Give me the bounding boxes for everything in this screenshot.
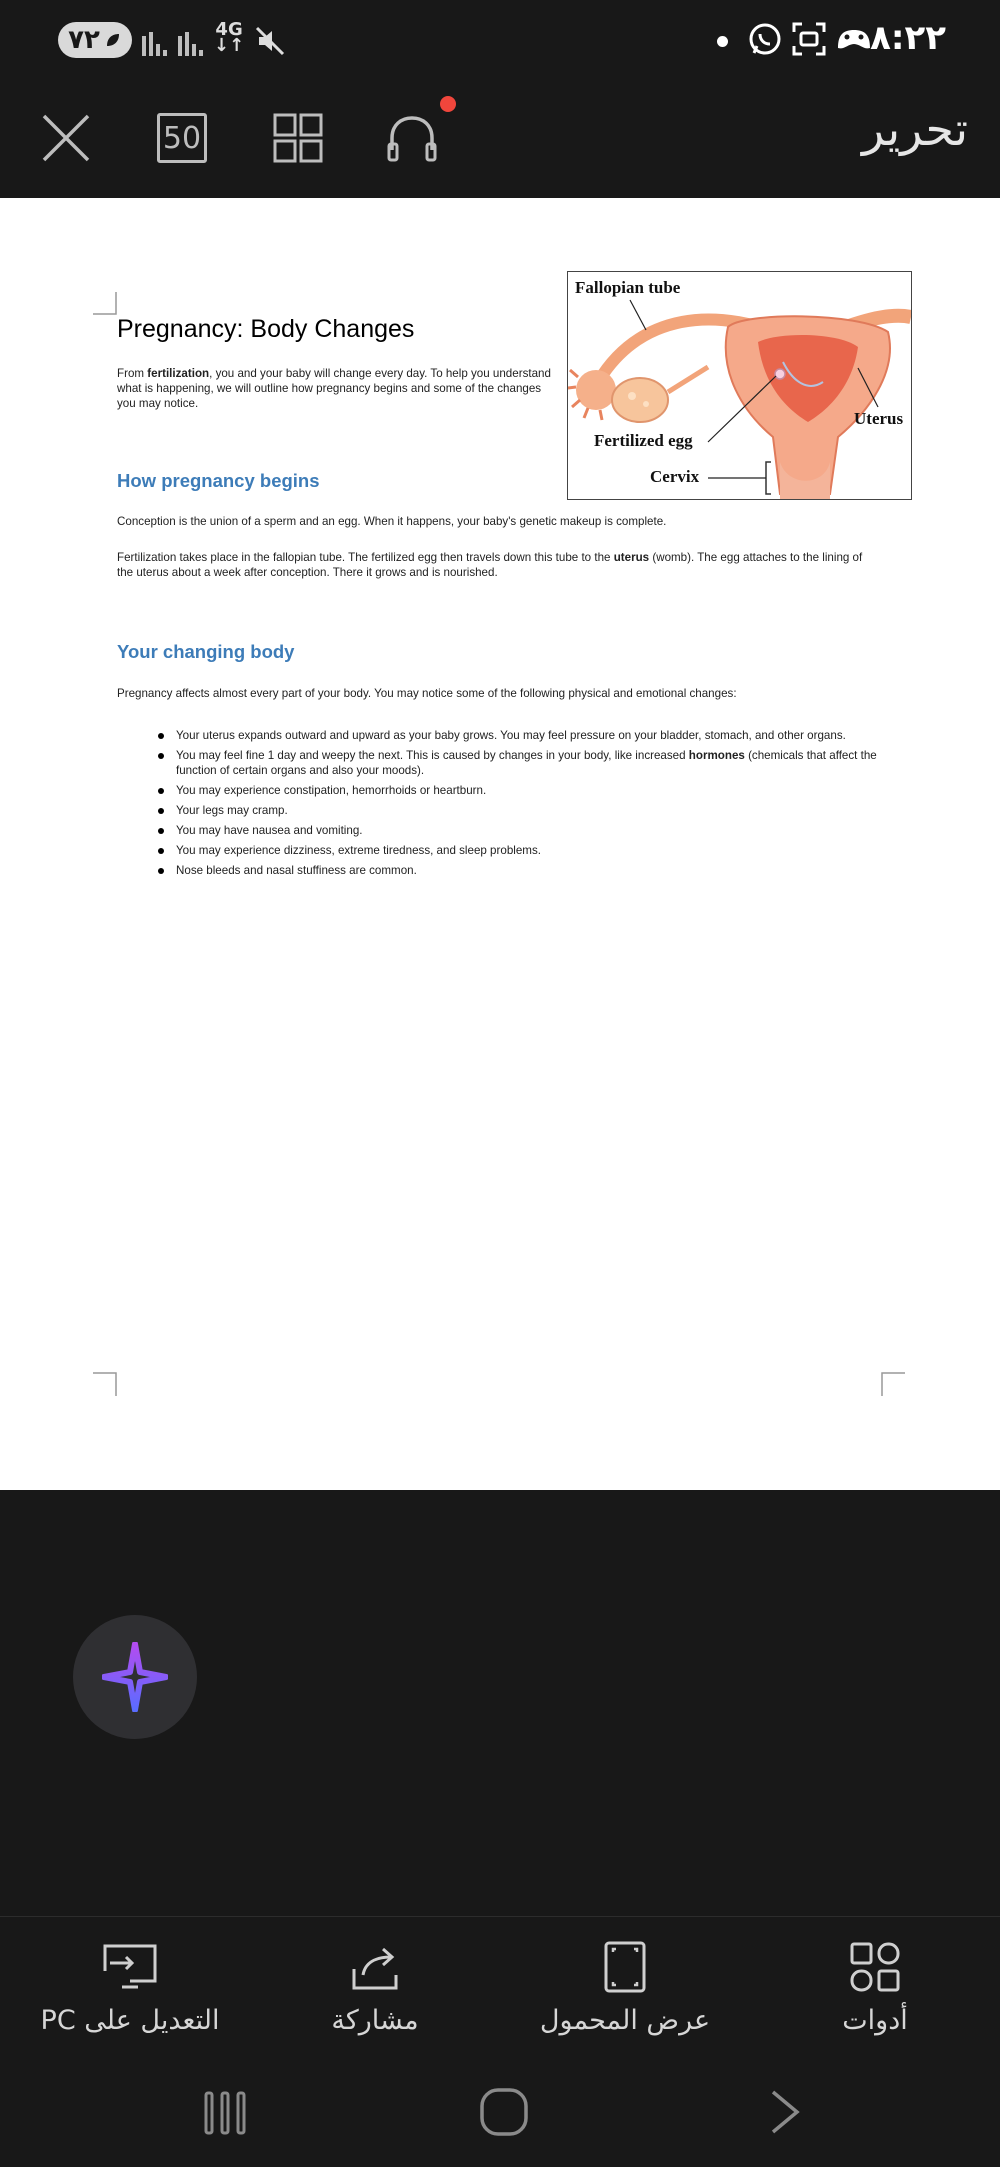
tools-label: أدوات bbox=[842, 2005, 908, 2036]
top-toolbar bbox=[0, 80, 1000, 198]
edit-button[interactable]: تحرير bbox=[861, 102, 968, 156]
label-uterus: Uterus bbox=[854, 409, 904, 428]
list-item: Nose bleeds and nasal stuffiness are common. bbox=[158, 863, 898, 878]
crop-mark bbox=[881, 1372, 905, 1396]
close-button[interactable] bbox=[36, 108, 96, 168]
list-item: You may have nausea and vomiting. bbox=[158, 823, 898, 838]
home-button[interactable] bbox=[474, 2082, 534, 2142]
whatsapp-icon bbox=[746, 20, 784, 58]
notification-dot bbox=[717, 36, 728, 47]
recents-button[interactable] bbox=[195, 2082, 255, 2142]
home-icon bbox=[478, 2086, 530, 2138]
grid-view-button[interactable] bbox=[268, 108, 328, 168]
battery-indicator bbox=[58, 22, 132, 58]
signal-icon bbox=[178, 22, 203, 56]
list-item: Your uterus expands outward and upward as your baby grows. You may feel pressure on your bladder, stomach, and other organs. bbox=[158, 728, 898, 743]
tools-icon bbox=[849, 1941, 901, 1993]
system-nav-bar bbox=[0, 2062, 1000, 2167]
back-button[interactable] bbox=[755, 2082, 815, 2142]
label-fertilized-egg: Fertilized egg bbox=[594, 431, 693, 450]
status-bar bbox=[0, 0, 1000, 80]
notification-badge bbox=[440, 96, 456, 112]
battery-level: ٧٢ bbox=[68, 25, 100, 55]
paragraph-fertilization: Fertilization takes place in the fallopian tube. The fertilized egg then travels down this tube to the uterus (womb). The egg attaches to the lining of the uterus about a week after conception. There it grows and is nourished. bbox=[117, 551, 863, 579]
page-count-button[interactable] bbox=[152, 108, 212, 168]
edit-on-pc-label: التعديل على PC bbox=[40, 2005, 220, 2036]
recents-icon bbox=[200, 2087, 250, 2137]
mute-icon bbox=[253, 24, 287, 58]
signal-icon bbox=[142, 22, 167, 56]
grid-icon bbox=[272, 112, 324, 164]
list-item: Your legs may cramp. bbox=[158, 803, 898, 818]
paragraph-changes-intro: Pregnancy affects almost every part of your body. You may notice some of the following physical and emotional changes: bbox=[117, 687, 737, 700]
screenshot-icon bbox=[790, 20, 828, 58]
crop-mark bbox=[93, 1372, 117, 1396]
headphones-icon bbox=[384, 110, 440, 166]
document-title: Pregnancy: Body Changes bbox=[117, 315, 415, 343]
chevron-right-icon bbox=[765, 2087, 805, 2137]
sparkle-icon bbox=[102, 1642, 168, 1712]
leaf-icon bbox=[104, 31, 122, 49]
close-icon bbox=[40, 112, 92, 164]
share-button[interactable] bbox=[260, 1937, 490, 2036]
paragraph-conception: Conception is the union of a sperm and an egg. When it happens, your baby's genetic makeup is complete. bbox=[117, 515, 667, 528]
share-label: مشاركة bbox=[331, 2005, 419, 2036]
mobile-view-icon bbox=[603, 1940, 647, 1994]
list-item: You may experience constipation, hemorrhoids or heartburn. bbox=[158, 783, 898, 798]
share-icon bbox=[349, 1941, 401, 1993]
clock: ٨:٢٢ bbox=[870, 18, 946, 58]
label-fallopian-tube: Fallopian tube bbox=[575, 278, 681, 297]
uterus-diagram bbox=[567, 271, 912, 500]
mobile-view-label: عرض المحمول bbox=[539, 2005, 711, 2036]
network-type: 4G ↓↑ bbox=[214, 19, 245, 56]
tools-button[interactable] bbox=[760, 1937, 990, 2036]
document-page[interactable] bbox=[0, 198, 1000, 1490]
list-item: You may experience dizziness, extreme tiredness, and sleep problems. bbox=[158, 843, 898, 858]
ai-assistant-button[interactable] bbox=[73, 1615, 197, 1739]
listen-button[interactable] bbox=[382, 108, 442, 168]
monitor-icon bbox=[102, 1941, 158, 1993]
changes-list bbox=[158, 728, 898, 883]
list-item: You may feel fine 1 day and weepy the next. This is caused by changes in your body, like increased hormones (chemicals that affect the function of certain organs and also your moods). bbox=[158, 748, 898, 778]
heading-how-pregnancy-begins: How pregnancy begins bbox=[117, 470, 320, 491]
crop-mark bbox=[93, 292, 117, 316]
label-cervix: Cervix bbox=[650, 467, 700, 486]
game-icon bbox=[834, 20, 874, 58]
mobile-view-button[interactable] bbox=[510, 1937, 740, 2036]
page-count: 50 bbox=[157, 113, 207, 163]
edit-on-pc-button[interactable] bbox=[10, 1937, 250, 2036]
intro-paragraph: From fertilization, you and your baby will change every day. To help you understand what is happening, we will outline how pregnancy begins and some of the changes you may notice. bbox=[117, 367, 551, 410]
bottom-action-bar bbox=[0, 1916, 1000, 2063]
heading-your-changing-body: Your changing body bbox=[117, 641, 295, 662]
uterus-illustration bbox=[568, 272, 911, 499]
